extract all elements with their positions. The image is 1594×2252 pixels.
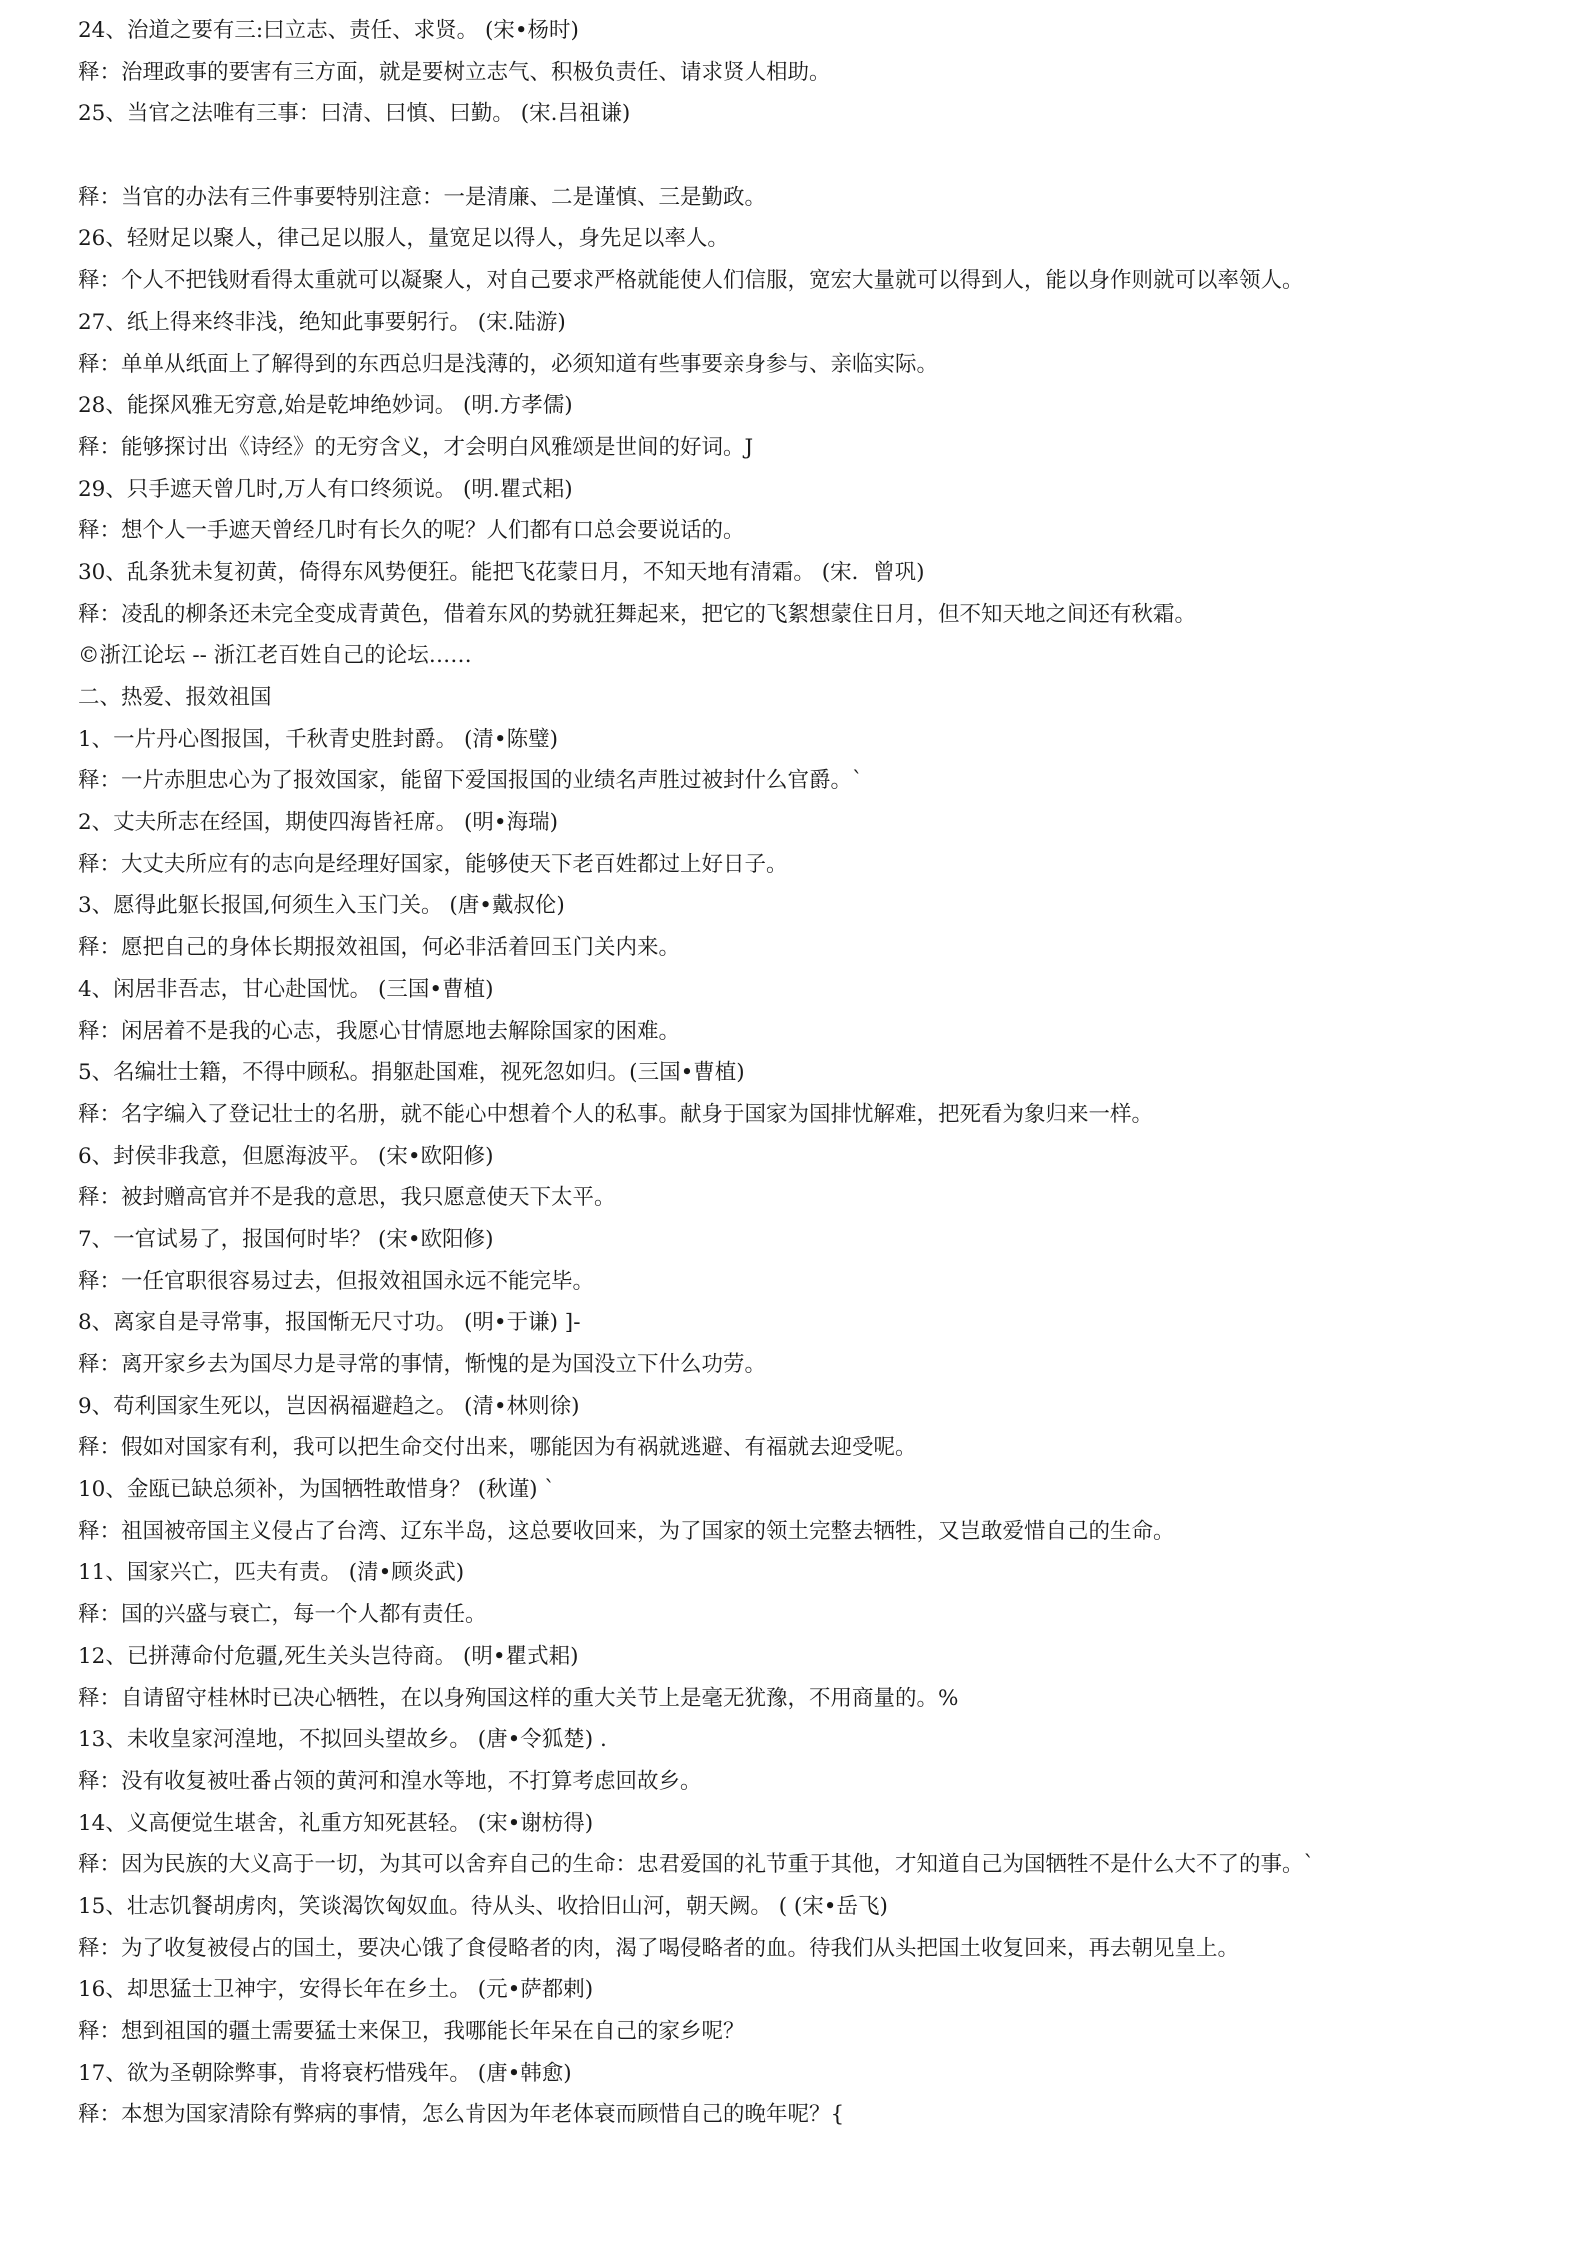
explanation-line: 释：当官的办法有三件事要特别注意：一是清廉、二是谨慎、三是勤政。 (78, 184, 767, 210)
text-line: 30、乱条犹未复初黄，倚得东风势便狂。能把飞花蒙日月，不知天地有清霜。 (宋．曾巩) (78, 559, 925, 585)
text-line: 二、热爱、报效祖国 (78, 685, 272, 710)
explanation-line: 释：国的兴盛与衰亡，每一个人都有责任。 (78, 1602, 487, 1628)
explanation-line: 释：一片赤胆忠心为了报效国家，能留下爱国报国的业绩名声胜过被封什么官爵。` (78, 768, 863, 794)
text-line: 27、纸上得来终非浅，绝知此事要躬行。 (宋.陆游) (78, 309, 566, 335)
explanation-line: 释：自请留守桂林时已决心牺牲，在以身殉国这样的重大关节上是毫无犹豫，不用商量的。% (78, 1685, 959, 1711)
text-line: 14、义高便觉生堪舍，礼重方知死甚轻。 (宋•谢枋得) (78, 1810, 594, 1836)
text-line: 11、国家兴亡，匹夫有责。 (清•顾炎武) (78, 1560, 465, 1586)
explanation-line: 释：为了收复被侵占的国土，要决心饿了食侵略者的肉，渴了喝侵略者的血。待我们从头把国土收复回来，再去朝见皇上。 (78, 1935, 1240, 1961)
explanation-line: 释：个人不把钱财看得太重就可以凝聚人，对自己要求严格就能使人们信服，宽宏大量就可以得到人，能以身作则就可以率领人。 (78, 268, 1304, 294)
text-line: 15、壮志饥餐胡虏肉，笑谈渴饮匈奴血。待从头、收拾旧山河，朝天阙。 ( (宋•岳飞) (78, 1893, 888, 1919)
explanation-line: 释：治理政事的要害有三方面，就是要树立志气、积极负责任、请求贤人相助。 (78, 59, 831, 85)
explanation-line: 释：想个人一手遮天曾经几时有长久的呢？人们都有口总会要说话的。 (78, 518, 745, 544)
explanation-line: 释：祖国被帝国主义侵占了台湾、辽东半岛，这总要收回来，为了国家的领土完整去牺牲，又岂敢爱惜自己的生命。 (78, 1518, 1175, 1544)
text-line: 13、未收皇家河湟地，不拟回头望故乡。 (唐•令狐楚) . (78, 1727, 607, 1753)
text-line: 12、已拼薄命付危疆,死生关头岂待商。 (明•瞿式耜) (78, 1643, 579, 1669)
explanation-line: 释：闲居着不是我的心志，我愿心甘情愿地去解除国家的困难。 (78, 1018, 681, 1044)
explanation-line: 释：一任官职很容易过去，但报效祖国永远不能完毕。 (78, 1268, 595, 1294)
explanation-line: 释：因为民族的大义高于一切，为其可以舍弃自己的生命：忠君爱国的礼节重于其他，才知道自己为国牺牲不是什么大不了的事。` (78, 1852, 1315, 1878)
explanation-line: 释：大丈夫所应有的志向是经理好国家，能够使天下老百姓都过上好日子。 (78, 851, 788, 877)
explanation-line: 释：名字编入了登记壮士的名册，就不能心中想着个人的私事。献身于国家为国排忧解难，把死看为象归来一样。 (78, 1101, 1154, 1127)
explanation-line: 释：假如对国家有利，我可以把生命交付出来，哪能因为有祸就逃避、有福就去迎受呢。 (78, 1435, 917, 1461)
blank-line (78, 135, 1578, 177)
explanation-line: 释：想到祖国的疆土需要猛士来保卫，我哪能长年呆在自己的家乡呢？ (78, 2019, 745, 2044)
text-line: 28、能探风雅无穷意,始是乾坤绝妙词。 (明.方孝儒) (78, 393, 573, 419)
explanation-line: 释：被封赠高官并不是我的意思，我只愿意使天下太平。 (78, 1185, 616, 1211)
explanation-line: 释：本想为国家清除有弊病的事情，怎么肯因为年老体衰而顾惜自己的晚年呢？{ (78, 2102, 845, 2128)
text-line: 17、欲为圣朝除弊事，肯将衰朽惜残年。 (唐•韩愈) (78, 2060, 572, 2086)
text-line: 7、一官试易了，报国何时毕？ (宋•欧阳修) (78, 1226, 494, 1252)
explanation-line: 释：离开家乡去为国尽力是寻常的事情，惭愧的是为国没立下什么功劳。 (78, 1352, 767, 1377)
text-line: 29、只手遮天曾几时,万人有口终须说。 (明.瞿式耜) (78, 476, 573, 502)
text-line: ©浙江论坛 -- 浙江老百姓自己的论坛…… (78, 643, 472, 669)
explanation-line: 释：没有收复被吐番占领的黄河和湟水等地，不打算考虑回故乡。 (78, 1768, 702, 1794)
text-line: 26、轻财足以聚人，律己足以服人，量宽足以得人，身先足以率人。 (78, 226, 729, 252)
explanation-line: 释：愿把自己的身体长期报效祖国，何必非活着回玉门关内来。 (78, 935, 681, 961)
text-line: 25、当官之法唯有三事：曰清、曰慎、曰勤。 (宋.吕祖谦) (78, 101, 631, 127)
text-line: 5、名编壮士籍，不得中顾私。捐躯赴国难，视死忽如归。(三国•曹植) (78, 1060, 745, 1086)
document-page (78, 10, 1578, 2136)
text-line: 8、离家自是寻常事，报国惭无尺寸功。 (明•于谦) ]- (78, 1310, 581, 1336)
explanation-line: 释：单单从纸面上了解得到的东西总归是浅薄的，必须知道有些事要亲身参与、亲临实际。 (78, 351, 939, 377)
explanation-line: 释：能够探讨出《诗经》的无穷含义，才会明白风雅颂是世间的好词。J (78, 434, 754, 460)
text-line: 16、却思猛士卫神宇，安得长年在乡土。 (元•萨都剌) (78, 1977, 594, 2003)
text-line: 9、苟利国家生死以，岂因祸福避趋之。 (清•林则徐) (78, 1393, 580, 1419)
text-line: 6、封侯非我意，但愿海波平。 (宋•欧阳修) (78, 1143, 494, 1169)
text-line: 2、丈夫所志在经国，期使四海皆衽席。 (明•海瑞) (78, 810, 558, 836)
text-line: 1、一片丹心图报国，千秋青史胜封爵。 (清•陈璧) (78, 726, 558, 752)
explanation-line: 释：凌乱的柳条还未完全变成青黄色，借着东风的势就狂舞起来，把它的飞絮想蒙住日月，但不知天地之间还有秋霜。 (78, 601, 1197, 627)
text-line: 10、金瓯已缺总须补，为国牺牲敢惜身？ (秋谨) ` (78, 1477, 556, 1503)
text-line: 24、治道之要有三:曰立志、责任、求贤。 (宋•杨时) (78, 18, 579, 43)
text-line: 4、闲居非吾志，甘心赴国忧。 (三国•曹植) (78, 976, 494, 1002)
text-line: 3、愿得此躯长报国,何须生入玉门关。 (唐•戴叔伦) (78, 893, 565, 919)
